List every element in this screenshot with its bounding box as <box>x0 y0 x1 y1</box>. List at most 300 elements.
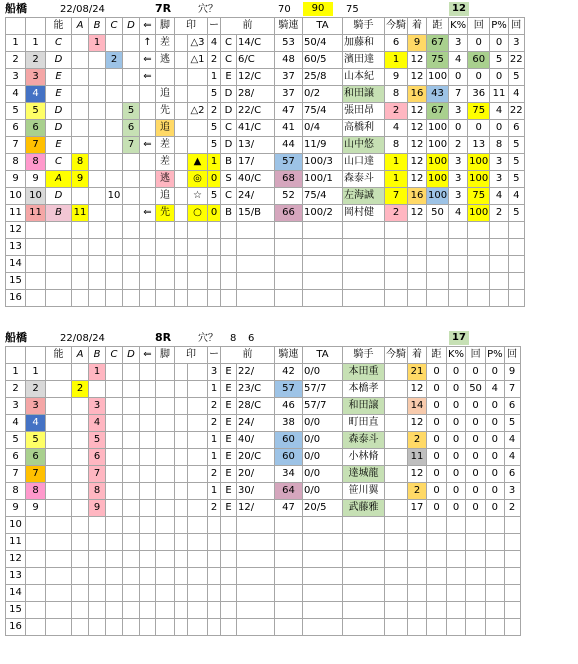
table-cell: E <box>46 69 72 86</box>
table-cell: 7 <box>26 466 46 483</box>
table-cell: 4 <box>486 381 505 398</box>
table-cell <box>385 517 408 534</box>
table-cell: 3 <box>504 483 520 500</box>
table-row <box>6 585 521 602</box>
table-cell <box>123 171 140 188</box>
table-cell <box>237 239 275 256</box>
race-number: 7R <box>155 2 172 15</box>
table-row <box>6 449 521 466</box>
table-cell: 5 <box>208 86 221 103</box>
table-cell <box>188 120 208 137</box>
col-header: C <box>106 347 123 364</box>
table-cell <box>123 500 140 517</box>
table-cell <box>106 432 123 449</box>
table-cell <box>106 120 123 137</box>
table-cell: 0 <box>490 120 509 137</box>
table-cell: C <box>46 154 72 171</box>
table-cell: 5 <box>26 103 46 120</box>
table-cell <box>427 568 447 585</box>
table-cell: 9 <box>408 35 427 52</box>
table-cell: 森泰斗 <box>343 432 385 449</box>
table-cell <box>140 500 156 517</box>
table-cell: C <box>221 35 237 52</box>
table-cell: 6 <box>504 398 520 415</box>
table-cell <box>156 449 175 466</box>
table-cell <box>408 256 427 273</box>
table-cell: 11/9 <box>303 137 343 154</box>
table-cell <box>106 222 123 239</box>
table-cell <box>449 256 468 273</box>
table-cell <box>221 239 237 256</box>
col-header: 着 <box>408 18 427 35</box>
table-cell: 3 <box>490 171 509 188</box>
table-cell: 6 <box>6 449 26 466</box>
table-cell <box>343 568 385 585</box>
table-cell <box>106 103 123 120</box>
table-cell: 0 <box>427 500 447 517</box>
table-cell: E <box>221 364 237 381</box>
table-row <box>6 154 525 171</box>
table-cell <box>275 551 303 568</box>
table-cell: 6 <box>26 120 46 137</box>
table-cell <box>221 290 237 307</box>
table-cell <box>156 602 175 619</box>
table-cell: 37 <box>275 86 303 103</box>
table-cell: 2 <box>6 381 26 398</box>
table-cell <box>408 585 427 602</box>
table-row <box>6 398 521 415</box>
table-cell: 7 <box>6 466 26 483</box>
table-cell <box>123 568 140 585</box>
table-cell <box>123 432 140 449</box>
table-cell: 28/C <box>237 398 275 415</box>
table-cell: 3 <box>449 154 468 171</box>
table-cell: 濱田達 <box>343 52 385 69</box>
table-cell <box>175 86 188 103</box>
table-cell: 0 <box>447 364 466 381</box>
table-cell <box>408 222 427 239</box>
col-header: 騎連 <box>275 347 303 364</box>
table-cell <box>140 222 156 239</box>
table-cell <box>175 483 188 500</box>
col-header: 回 <box>504 347 520 364</box>
table-cell <box>237 534 275 551</box>
table-cell: 0 <box>468 120 490 137</box>
table-cell <box>188 398 208 415</box>
table-cell <box>123 35 140 52</box>
table-cell: 山口達 <box>343 154 385 171</box>
table-row <box>6 602 521 619</box>
col-header: A <box>72 18 89 35</box>
table-cell <box>140 256 156 273</box>
race-number-2: 8R <box>155 331 172 344</box>
table-cell <box>275 256 303 273</box>
table-cell: 3 <box>490 154 509 171</box>
table-cell <box>106 568 123 585</box>
table-cell: 6 <box>89 449 106 466</box>
table-cell: 0 <box>447 381 466 398</box>
table-cell <box>140 568 156 585</box>
table-cell <box>275 222 303 239</box>
table-cell <box>303 551 343 568</box>
table-cell <box>156 398 175 415</box>
table-cell: E <box>46 86 72 103</box>
col-header: K% <box>449 18 468 35</box>
table-cell: 40/C <box>237 171 275 188</box>
table-cell <box>237 517 275 534</box>
table-cell <box>140 432 156 449</box>
table-cell <box>303 585 343 602</box>
table-cell: 11 <box>72 205 89 222</box>
table-cell: 0 <box>449 69 468 86</box>
table-cell <box>72 517 89 534</box>
table-cell: 12 <box>408 103 427 120</box>
table-cell <box>106 205 123 222</box>
table-cell <box>123 483 140 500</box>
table-cell <box>106 35 123 52</box>
table-cell <box>188 290 208 307</box>
table-cell: 和田譲 <box>343 398 385 415</box>
table-cell <box>46 500 72 517</box>
table-cell <box>140 585 156 602</box>
table-cell <box>427 256 449 273</box>
table-cell <box>508 290 524 307</box>
table-cell: 4 <box>504 449 520 466</box>
table-cell: 0/0 <box>303 466 343 483</box>
col-header: 前 <box>221 18 275 35</box>
table-cell <box>175 602 188 619</box>
table-cell <box>188 381 208 398</box>
table-cell: 0 <box>466 432 486 449</box>
distance-header-2: 17 <box>449 331 469 345</box>
table-cell: 28/ <box>237 86 275 103</box>
table-cell <box>140 398 156 415</box>
table-cell <box>486 619 505 636</box>
table-cell <box>221 585 237 602</box>
table-cell: 0 <box>447 500 466 517</box>
table-cell: 張田昂 <box>343 103 385 120</box>
table-cell <box>303 273 343 290</box>
table-cell <box>385 239 408 256</box>
table-cell <box>486 517 505 534</box>
table-cell <box>72 137 89 154</box>
table-cell: 先 <box>156 103 175 120</box>
table-cell <box>26 273 46 290</box>
table-cell <box>46 449 72 466</box>
table-cell: 9 <box>72 171 89 188</box>
table-cell <box>72 466 89 483</box>
table-cell: E <box>221 432 237 449</box>
table-cell <box>46 273 72 290</box>
ana-label-2: 穴？ <box>198 333 218 344</box>
table-cell <box>46 432 72 449</box>
table-cell <box>156 568 175 585</box>
table-cell <box>221 534 237 551</box>
col-header: B <box>89 18 106 35</box>
table-cell <box>123 449 140 466</box>
table-cell: C <box>221 120 237 137</box>
table-cell <box>175 449 188 466</box>
table-cell <box>140 290 156 307</box>
table-cell: ◎ <box>188 171 208 188</box>
table-cell: ▲ <box>188 154 208 171</box>
table-cell <box>343 517 385 534</box>
table-cell: 57 <box>275 154 303 171</box>
table-cell: 41 <box>275 120 303 137</box>
table-cell <box>72 86 89 103</box>
table-cell <box>188 137 208 154</box>
table-cell <box>156 517 175 534</box>
table-cell <box>72 398 89 415</box>
table-row <box>6 52 525 69</box>
table-cell <box>140 517 156 534</box>
table-cell <box>175 171 188 188</box>
table-cell <box>385 500 408 517</box>
table-cell: 達城龍 <box>343 466 385 483</box>
header-value-75: 75 <box>346 4 359 15</box>
table-cell <box>303 222 343 239</box>
table-cell: 2 <box>208 398 221 415</box>
table-cell <box>26 239 46 256</box>
table-cell <box>466 534 486 551</box>
table-cell <box>106 290 123 307</box>
table-cell <box>188 415 208 432</box>
table-cell <box>343 534 385 551</box>
table-cell <box>208 290 221 307</box>
col-header: ー <box>208 347 221 364</box>
table-cell: 0 <box>447 483 466 500</box>
table-cell: 8 <box>385 86 408 103</box>
table-cell: 3 <box>26 398 46 415</box>
table-cell <box>427 517 447 534</box>
table-cell: 67 <box>427 103 449 120</box>
col-header: 距 <box>427 18 449 35</box>
table-cell: 11 <box>26 205 46 222</box>
table-cell <box>408 619 427 636</box>
table-cell <box>46 517 72 534</box>
table-cell <box>106 517 123 534</box>
table-cell <box>385 364 408 381</box>
table-cell: 1 <box>6 364 26 381</box>
table-cell: 0 <box>447 415 466 432</box>
table-cell <box>466 585 486 602</box>
table-cell <box>385 619 408 636</box>
table-cell <box>237 585 275 602</box>
table-cell: 7 <box>6 137 26 154</box>
table-cell: 2 <box>385 205 408 222</box>
table-cell: 6/C <box>237 52 275 69</box>
table-row <box>6 551 521 568</box>
table-cell <box>106 154 123 171</box>
table-cell <box>72 483 89 500</box>
table-cell <box>72 35 89 52</box>
table-cell <box>385 415 408 432</box>
venue-label: 船橋 <box>5 2 27 15</box>
table-cell <box>188 517 208 534</box>
table-cell <box>385 273 408 290</box>
table-cell <box>106 273 123 290</box>
table-cell <box>89 381 106 398</box>
table-cell: 3 <box>6 69 26 86</box>
table-cell <box>140 364 156 381</box>
table-cell <box>106 415 123 432</box>
table-cell <box>508 222 524 239</box>
table-cell: 小林脩 <box>343 449 385 466</box>
table-cell <box>188 568 208 585</box>
table-cell <box>275 534 303 551</box>
table-cell <box>188 256 208 273</box>
table-cell <box>385 585 408 602</box>
table-cell: 15 <box>6 602 26 619</box>
table-cell <box>140 188 156 205</box>
table-cell <box>89 534 106 551</box>
table-cell: 50 <box>466 381 486 398</box>
table-cell <box>188 69 208 86</box>
table-cell: 追 <box>156 120 175 137</box>
table-cell <box>46 222 72 239</box>
table-cell <box>156 222 175 239</box>
table-cell <box>72 364 89 381</box>
table-cell: D <box>46 103 72 120</box>
col-header: ⇐ <box>140 347 156 364</box>
table-cell <box>123 69 140 86</box>
table-cell <box>303 290 343 307</box>
table-cell: 100 <box>427 137 449 154</box>
table-cell: 13 <box>468 137 490 154</box>
table-cell <box>156 483 175 500</box>
table-cell: 0 <box>447 449 466 466</box>
table-cell <box>89 205 106 222</box>
table-cell: ↑ <box>140 35 156 52</box>
table-cell <box>343 239 385 256</box>
table-cell: 0 <box>427 449 447 466</box>
table-cell: 15/B <box>237 205 275 222</box>
table-cell: 6 <box>508 120 524 137</box>
table-cell: 1 <box>89 35 106 52</box>
table-cell <box>26 585 46 602</box>
table-cell <box>46 534 72 551</box>
col-header: TA <box>303 347 343 364</box>
table-cell: 0 <box>486 483 505 500</box>
table-cell <box>106 86 123 103</box>
table-cell: 0 <box>427 398 447 415</box>
table-cell: 5 <box>26 432 46 449</box>
table-cell: 0/0 <box>303 449 343 466</box>
table-cell <box>46 381 72 398</box>
table-cell: 12 <box>408 415 427 432</box>
table-cell: 11 <box>6 205 26 222</box>
table-cell: △2 <box>188 103 208 120</box>
table-row <box>6 619 521 636</box>
table-cell <box>237 256 275 273</box>
table-cell <box>408 290 427 307</box>
table-cell <box>175 432 188 449</box>
table-cell <box>123 273 140 290</box>
col-header: ⇐ <box>140 18 156 35</box>
table-cell: D <box>46 120 72 137</box>
table-cell <box>89 273 106 290</box>
table-cell <box>208 239 221 256</box>
table-cell: 0 <box>208 171 221 188</box>
col-header: 能 <box>46 347 72 364</box>
table-cell: 12 <box>408 120 427 137</box>
table-cell: 0 <box>466 466 486 483</box>
table-cell: 2 <box>385 103 408 120</box>
table-cell: 100 <box>468 171 490 188</box>
table-cell: 16 <box>408 188 427 205</box>
table-cell <box>46 398 72 415</box>
col-header: 印 <box>175 18 208 35</box>
table-cell: 22/C <box>237 103 275 120</box>
table-cell <box>385 256 408 273</box>
table-cell: 9 <box>26 500 46 517</box>
table-cell <box>156 415 175 432</box>
table-cell: 8 <box>26 154 46 171</box>
table-cell <box>156 290 175 307</box>
table-cell: 6 <box>504 466 520 483</box>
table-cell <box>175 205 188 222</box>
table-cell: 4 <box>26 415 46 432</box>
table-row <box>6 466 521 483</box>
table-cell <box>208 256 221 273</box>
table-cell: 5 <box>208 120 221 137</box>
table-cell <box>221 222 237 239</box>
table-cell <box>46 364 72 381</box>
table-cell <box>275 602 303 619</box>
table-cell: 0 <box>427 432 447 449</box>
table-cell <box>89 188 106 205</box>
table-cell <box>123 619 140 636</box>
table-cell <box>89 154 106 171</box>
table-cell <box>427 222 449 239</box>
race-7r-table <box>5 17 525 307</box>
table-cell: A <box>46 171 72 188</box>
table-cell: E <box>221 398 237 415</box>
table-cell: 60/5 <box>303 52 343 69</box>
table-cell: E <box>221 449 237 466</box>
table-cell <box>343 290 385 307</box>
table-cell <box>175 466 188 483</box>
table-cell <box>175 568 188 585</box>
table-cell <box>46 619 72 636</box>
table-cell <box>188 449 208 466</box>
col-header: P% <box>486 347 505 364</box>
table-cell: D <box>221 103 237 120</box>
table-cell: 5 <box>508 137 524 154</box>
table-cell <box>106 534 123 551</box>
table-cell <box>89 585 106 602</box>
table-cell: 2 <box>208 52 221 69</box>
table-cell: 2 <box>72 381 89 398</box>
table-cell: 75 <box>427 52 449 69</box>
table-cell: 差 <box>156 35 175 52</box>
table-cell: 3 <box>449 188 468 205</box>
table-cell <box>275 290 303 307</box>
table-cell <box>466 619 486 636</box>
table-cell <box>449 239 468 256</box>
table-cell: E <box>221 381 237 398</box>
table-cell <box>175 256 188 273</box>
table-cell: ⇐ <box>140 52 156 69</box>
table-cell: 6 <box>6 120 26 137</box>
table-cell: 2 <box>26 52 46 69</box>
col-header <box>6 347 26 364</box>
table-cell: 9 <box>26 171 46 188</box>
table-cell: 10 <box>26 188 46 205</box>
table-cell <box>156 381 175 398</box>
table-cell: 3 <box>6 398 26 415</box>
table-cell: 22 <box>508 52 524 69</box>
